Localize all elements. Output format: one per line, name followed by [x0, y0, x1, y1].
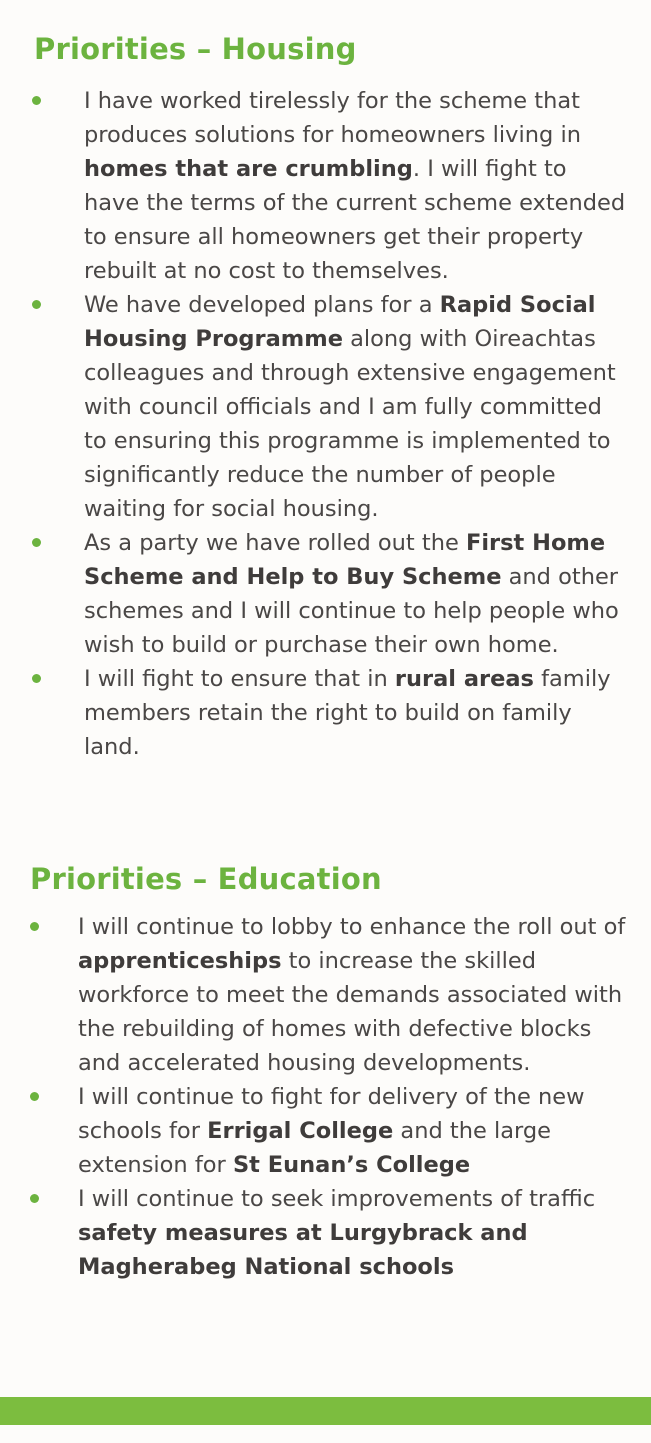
list-item [26, 1182, 626, 1284]
body-text: I have worked tirelessly for the scheme that produces solutions for homeowners living in [84, 88, 581, 148]
body-text: . I will fight to have the terms of the current scheme extended to ensure all homeowners get their property rebuilt at no cost to themselves. [84, 156, 626, 284]
heading-education: Priorities – Education [30, 862, 382, 896]
bullet-icon [30, 1092, 39, 1101]
bold-text: homes that are crumbling [84, 156, 413, 182]
body-text: I will continue to lobby to enhance the roll out of [78, 914, 626, 940]
bold-text: Rapid Social Housing Programme [84, 292, 596, 352]
bullet-icon [30, 922, 39, 931]
list-item [26, 910, 626, 1080]
body-text: I will continue to seek improvements of traffic [78, 1186, 596, 1212]
list-item [28, 288, 628, 526]
list-item [26, 1080, 626, 1182]
body-text: I will fight to ensure that in [84, 666, 395, 692]
body-text: and the large extension for [78, 1118, 551, 1178]
heading-housing: Priorities – Housing [34, 32, 357, 66]
bold-text: apprenticeships [78, 948, 282, 974]
bold-text: rural areas [394, 666, 534, 692]
body-text: to increase the skilled workforce to meet the demands associated with the rebuilding of homes with defective blocks and accelerated housing developments. [78, 948, 623, 1076]
body-text: along with Oireachtas colleagues and through extensive engagement with council officials and I am fully committed to ensuring this programme is implemented to significantly reduce the number of people waiting for social housing. [84, 326, 616, 522]
bullet-icon [32, 96, 41, 105]
housing-list [28, 84, 628, 764]
bold-text: safety measures at Lurgybrack and Magherabeg National schools [78, 1220, 528, 1280]
body-text: I will continue to fight for delivery of the new schools for [78, 1084, 585, 1144]
bullet-icon [32, 300, 41, 309]
list-item [28, 662, 628, 764]
bold-text: St Eunan’s College [232, 1152, 471, 1178]
bold-text: First Home Scheme and Help to Buy Scheme [84, 530, 606, 590]
body-text: and other schemes and I will continue to help people who wish to build or purchase their own home. [84, 564, 619, 658]
list-item [28, 526, 628, 662]
bullet-icon [32, 538, 41, 547]
list-item [28, 84, 628, 288]
bold-text: Errigal College [207, 1118, 394, 1144]
education-list [26, 910, 626, 1284]
body-text: We have developed plans for a [84, 292, 440, 318]
body-text: As a party we have rolled out the [84, 530, 466, 556]
footer-bar [0, 1397, 651, 1425]
bullet-icon [30, 1194, 39, 1203]
bullet-icon [32, 674, 41, 683]
body-text: family members retain the right to build on family land. [84, 666, 611, 760]
